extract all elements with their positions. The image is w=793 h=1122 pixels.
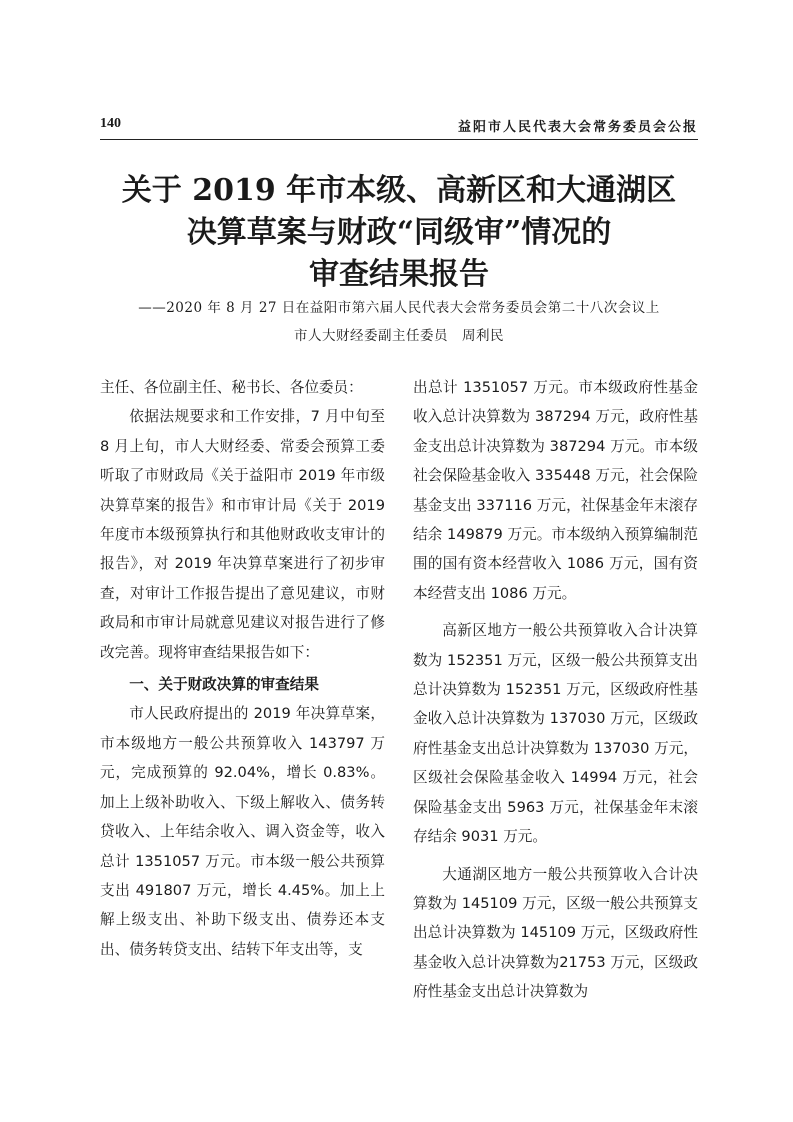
header-rule — [100, 139, 698, 140]
title-line-1: 关于 2019 年市本级、高新区和大通湖区 — [121, 173, 677, 208]
paragraph-city-budget: 市人民政府提出的 2019 年决算草案，市本级地方一般公共预算收入 143797 万元，完成预算的 92.04%，增长 0.83%。加上上级补助收入、下级上解收入、债务转贷收入、上年结余收入、调入资金等，收入总计 1351057 万元。市本级一般公共预算支出 491807 万元，增长 4.45%。加上上解上级支出、补助下级支出、债券还本支出、债务转贷支出、结转下年支出等，支 — [100, 705, 385, 958]
title-line-3: 审查结果报告 — [309, 257, 489, 292]
page-header — [100, 116, 698, 136]
title-line-2: 决算草案与财政“同级审”情况的 — [186, 215, 612, 250]
page-number: 140 — [100, 116, 121, 131]
section-heading-1: 一、关于财政决算的审查结果 — [129, 676, 319, 694]
report-title — [100, 170, 698, 296]
right-column — [413, 373, 698, 1007]
paragraph-city-budget-continued: 出总计 1351057 万元。市本级政府性基金收入总计决算数为 387294 万元，政府性基金支出总计决算数为 387294 万元。市本级社会保险基金收入 335448 万元，社会保险基金支出 337116 万元，社保基金年末滚存结余 149879 万元。市本级纳入预算编制范围的国有资本经营收入 1086 万元，国有资本经营支出 1086 万元。 — [413, 379, 698, 602]
paragraph-datonghu-district: 大通湖区地方一般公共预算收入合计决算数为 145109 万元，区级一般公共预算支出总计决算数为 145109 万元，区级政府性基金收入总计决算数为21753 万元，区级政府性基金支出总计决算数为 — [413, 865, 698, 1001]
paragraph-hightech-zone: 高新区地方一般公共预算收入合计决算数为 152351 万元，区级一般公共预算支出总计决算数为 152351 万元，区级政府性基金收入总计决算数为 137030 万元，区级政府性基金支出总计决算数为 137030 万元，区级社会保险基金收入 14994 万元，社会保险基金支出 5963 万元，社保基金年末滚存结余 9031 万元。 — [413, 622, 698, 846]
paragraph-intro: 依据法规要求和工作安排，7 月中旬至 8 月上旬，市人大财经委、常委会预算工委听取了市财政局《关于益阳市 2019 年市级决算草案的报告》和市审计局《关于 2019 年度市本级预算执行和其他财政收支审计的报告》，对 2019 年决算草案进行了初步审查，对审计工作报告提出了意见建议，市财政局和市审计局就意见建议对报告进行了修改完善。现将审查结果报告如下： — [100, 408, 385, 661]
meeting-info: ——2020 年 8 月 27 日在益阳市第六届人民代表大会常务委员会第二十八次会议上 — [138, 300, 660, 316]
salutation: 主任、各位副主任、秘书长、各位委员： — [100, 379, 363, 396]
speaker-info: 市人大财经委副主任委员 周利民 — [294, 328, 504, 344]
report-subtitle — [100, 294, 698, 350]
left-column — [100, 373, 385, 964]
journal-title: 益阳市人民代表大会常务委员会公报 — [457, 120, 698, 135]
